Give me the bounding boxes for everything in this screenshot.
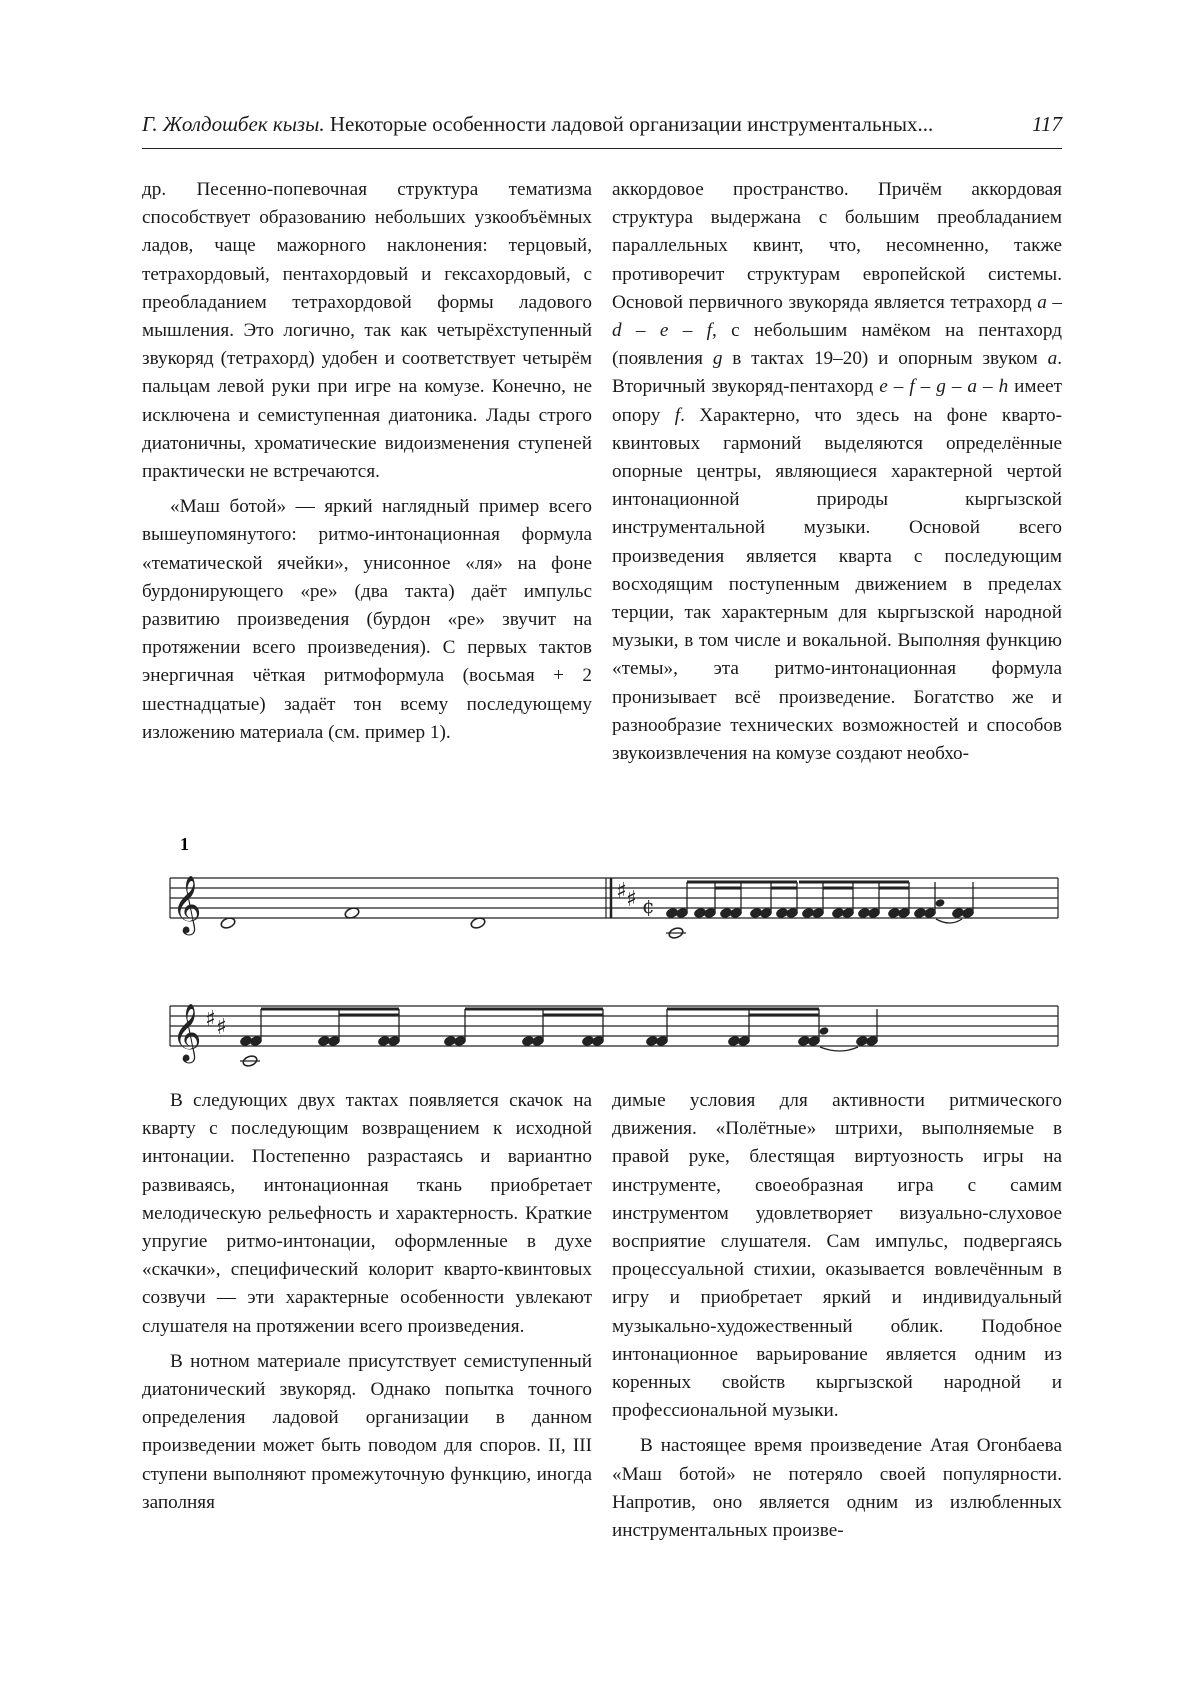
- pentachord-notes: e – f – g – a – h: [879, 376, 1008, 397]
- staff-2: [170, 1006, 1058, 1046]
- right-column-bottom: [612, 1087, 1062, 1545]
- treble-clef-icon: 𝄞: [172, 875, 202, 936]
- page-number: 117: [1032, 112, 1062, 137]
- header-author: Г. Жолдошбек кызы.: [142, 112, 325, 136]
- sharp-icon: ♯: [216, 1015, 227, 1040]
- beams-1: [687, 882, 909, 888]
- stems-1: [687, 882, 973, 911]
- measure-number: 1: [180, 834, 189, 854]
- sharp-icon: ♯: [626, 887, 637, 912]
- beams-2: [261, 1009, 819, 1015]
- paragraph: др. Песенно-попевочная структура тематизма способствует образованию небольших узкообъёмных ладов, чаще мажорного наклонения: терцовый, тетрахордовый, пентахордовый и гексахордовый, с преобладанием тетрахордовой формы ладового мышления. Это логично, так как четырёхступенный звукоряд (тетрахорд) удобен и соответствует четырём пальцам левой руки при игре на комузе. Конечно, не исключена и семиступенная диатоника. Лады строго диатоничны, хроматические видоизменения ступеней практически не встречаются.: [142, 176, 592, 486]
- paragraph: В настоящее время произведение Атая Огонбаева «Маш ботой» не потеряло своей популярности. Напротив, оно является одним из излюбленных инструментальных произве-: [612, 1432, 1062, 1545]
- paragraph: «Маш ботой» — яркий наглядный пример всего вышеупомянутого: ритмо-интонационная формула «тематической ячейки», унисонное «ля» на фоне бурдонирующего «ре» (два такта) даёт импульс развитию произведения (бурдон «ре» звучит на протяжении всего произведения). С первых тактов энергичная чёткая ритмоформула (восьмая + 2 шестнадцатые) задаёт тон всему последующему изложению материала (см. пример 1).: [142, 493, 592, 747]
- whole-notes: [220, 906, 684, 939]
- tetrachord-notes: a – d – e – f: [612, 292, 1062, 341]
- sharp-icon: ♯: [205, 1007, 216, 1032]
- paragraph: аккордовое пространство. Причём аккордовая структура выдержана с большим преобладанием параллельных квинт, что, несомненно, также противоречит структурам европейской системы. Основой первичного звукоряда является тетрахорд a – d – e – f, с небольшим намёком на пентахорд (появления g в тактах 19–20) и опорным звуком a. Вторичный звукоряд-пентахорд e – f – g – a – h имеет опору f. Характерно, что здесь на фоне кварто-квинтовых гармоний выделяются определённые опорные центры, являющиеся характерной чертой интонационной природы кыргызской инструментальной музыки. Основой всего произведения является кварта с последующим восходящим поступенным движением в пределах терции, так характерным для кыргызской народной музыки, в том числе и вокальной. Выполняя функцию «темы», эта ритмо-интонационная формула пронизывает всё произведение. Богатство же и разнообразие технических возможностей и способов звукоизвлечения на комузе создают необхо-: [612, 176, 1062, 768]
- header-article-title: Некоторые особенности ладовой организации инструментальных...: [330, 112, 933, 136]
- paragraph: В следующих двух тактах появляется скачок на кварту с последующим возвращением к исходной интонации. Постепенно разрастаясь и вариантно развиваясь, интонационная ткань приобретает мелодическую рельефность и характерность. Краткие упругие ритмо-интонации, оформленные в духе «скачки», специфический колорит кварто-квинтовых созвучи — эти характерные особенности увлекают слушателя на протяжении всего произведения.: [142, 1087, 592, 1341]
- paragraph: димые условия для активности ритмического движения. «Полётные» штрихи, выполняемые в правой руке, блестящая виртуозность игры на инструменте, своеобразная игра с самим инструментом удовлетворяет визуально-слуховое восприятие слушателя. Сам импульс, подвергаясь процессуальной стихии, оказывается вовлечённым в игру и приобретает яркий и индивидуальный музыкально-художественный облик. Подобное интонационное варьирование является одним из коренных свойств кыргызской народной и профессиональной музыки.: [612, 1087, 1062, 1425]
- cut-time-icon: ¢: [642, 894, 655, 918]
- melody-measure-1: [665, 899, 974, 919]
- sharp-icon: ♯: [616, 879, 627, 904]
- treble-clef-icon: 𝄞: [172, 1003, 202, 1064]
- melody-measure-2: [239, 1027, 878, 1047]
- paragraph: В нотном материале присутствует семиступенный диатонический звукоряд. Однако попытка точного определения ладовой организации в данном произведении может быть поводом для споров. II, III ступени выполняют промежуточную функцию, иногда заполняя: [142, 1348, 592, 1517]
- left-column-bottom: [142, 1087, 592, 1517]
